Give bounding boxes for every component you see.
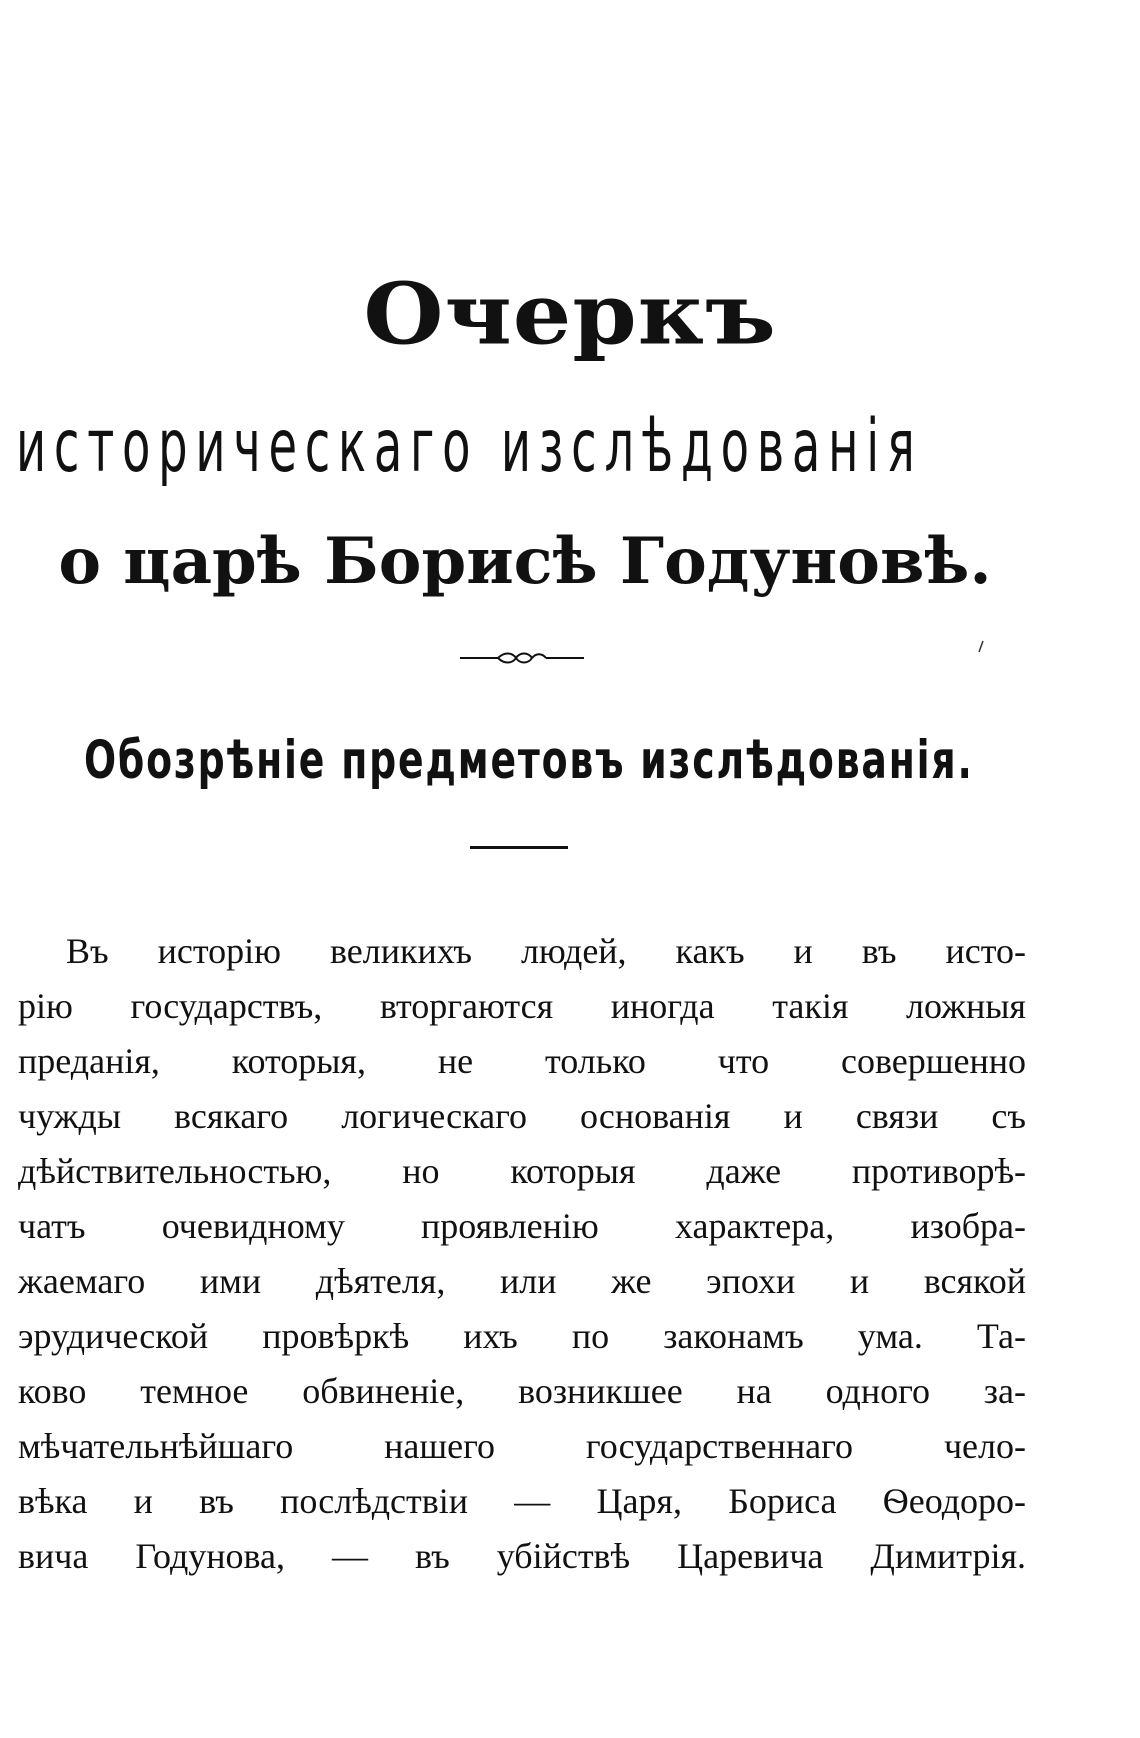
page-title: Очеркъ (363, 264, 777, 364)
body-line: Въ исторію великихъ людей, какъ и въ исто- (66, 931, 1026, 971)
body-line: преданія, которыя, не только что совершенно (18, 1041, 1026, 1081)
body-line: ково темное обвиненіе, возникшее на одного за- (18, 1371, 1026, 1411)
section-heading: Обозрѣніе предметовъ изслѣдованія. (84, 729, 974, 791)
ink-speck-icon (976, 640, 986, 654)
heading-rule (470, 846, 568, 849)
body-line: чужды всякаго логическаго основанія и связи съ (18, 1096, 1026, 1136)
body-line: дѣйствительностью, но которыя даже противорѣ- (18, 1151, 1026, 1191)
body-line: рію государствъ, вторгаются иногда такія ложныя (18, 986, 1026, 1026)
body-line: жаемаго ими дѣятеля, или же эпохи и всякой (18, 1261, 1026, 1301)
body-line: эрудической провѣркѣ ихъ по законамъ ума. Та- (18, 1316, 1026, 1356)
subtitle-line-1: историческаго изслѣдованія (16, 403, 923, 489)
body-line: чатъ очевидному проявленію характера, изобра- (18, 1206, 1026, 1246)
body-line: мѣчательнѣйшаго нашего государственнаго чело- (18, 1426, 1026, 1466)
ornament-divider-icon (460, 650, 584, 666)
body-line: вича Годунова, — въ убійствѣ Царевича Димитрія. (18, 1536, 1026, 1576)
subtitle-line-2: о царѣ Борисѣ Годуновѣ. (58, 524, 992, 599)
body-paragraph (18, 924, 1026, 1584)
body-line: вѣка и въ послѣдствіи — Царя, Бориса Ѳеодоро- (18, 1481, 1026, 1521)
